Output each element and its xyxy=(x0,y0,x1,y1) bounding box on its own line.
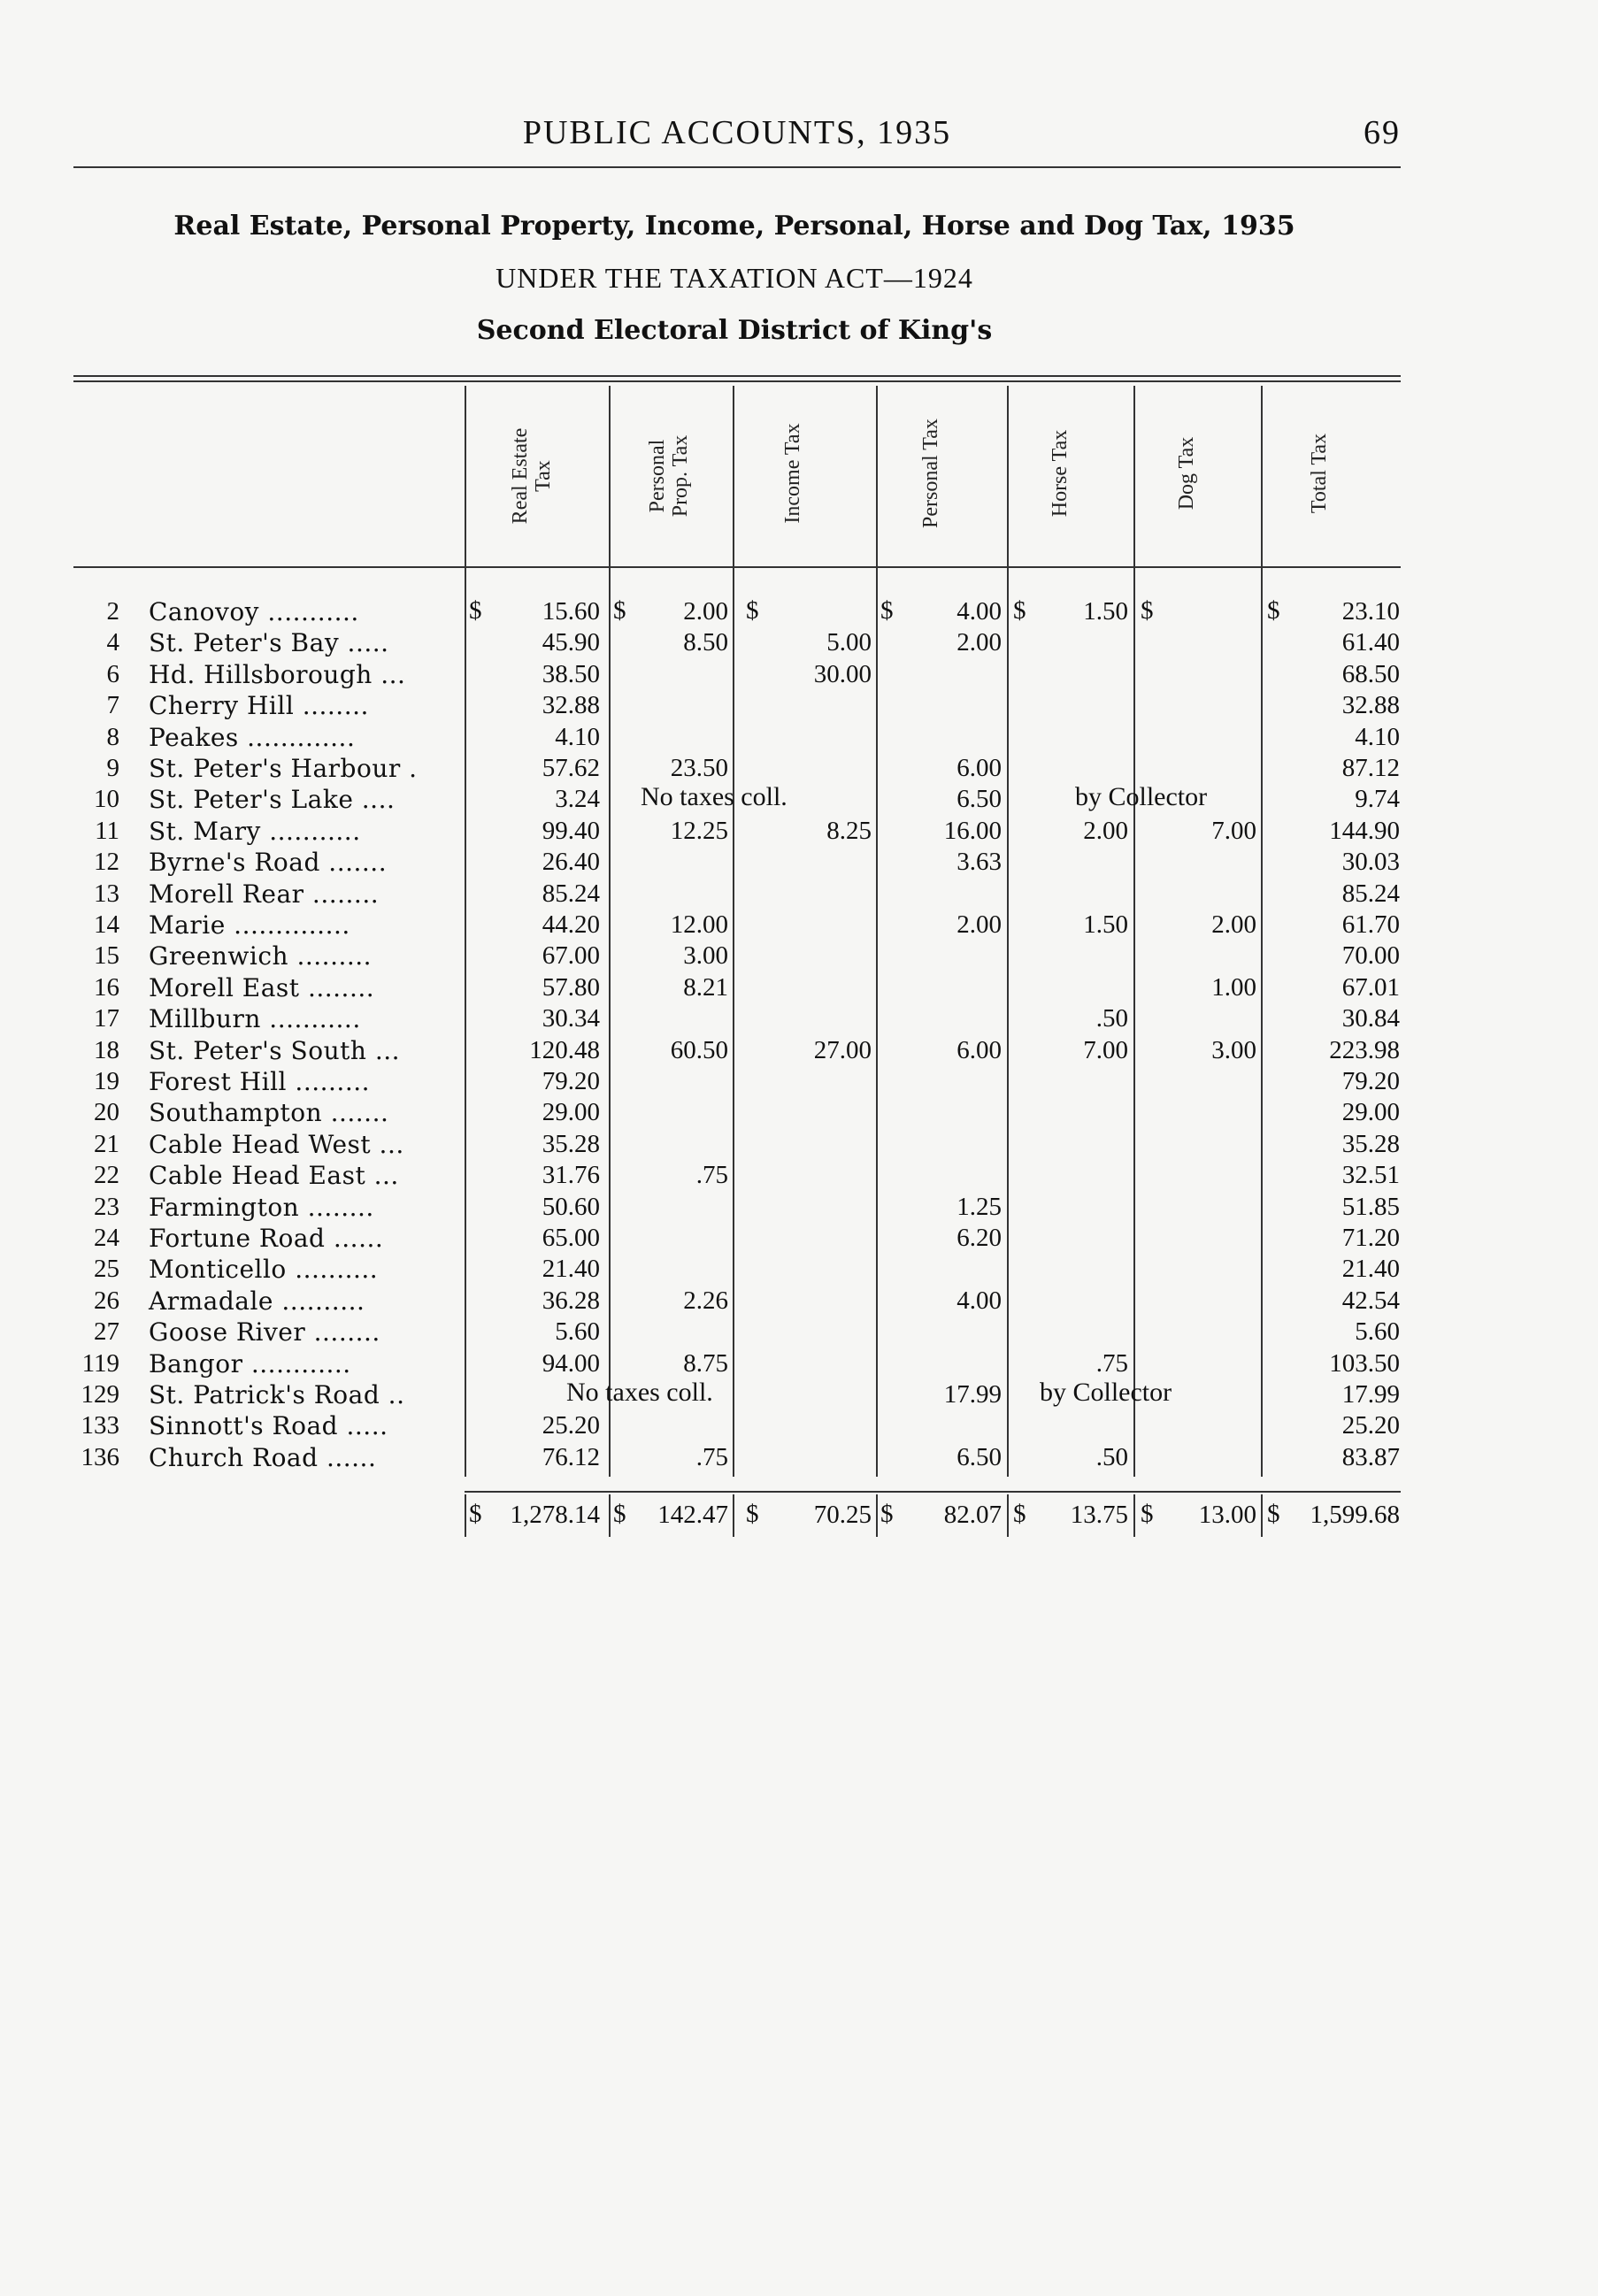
total-pp: 142.47 xyxy=(657,1501,728,1530)
row-name: Cable Head East ... xyxy=(149,1161,399,1191)
note-no-taxes: No taxes coll. xyxy=(641,782,787,812)
cell-re: 94.00 xyxy=(542,1348,600,1378)
cell-horse: .50 xyxy=(1095,1442,1128,1471)
row-number: 9 xyxy=(106,754,119,782)
cell-re: 44.20 xyxy=(542,910,600,939)
cell-horse: 7.00 xyxy=(1083,1035,1128,1064)
district-subtitle: Second Electoral District of King's xyxy=(476,315,993,346)
cell-pers: 6.50 xyxy=(956,1442,1002,1471)
cell-re: 65.00 xyxy=(542,1224,600,1252)
cell-total: 68.50 xyxy=(1341,659,1400,688)
total-inc: 70.25 xyxy=(813,1501,872,1530)
row-name: Peakes ............. xyxy=(149,722,356,752)
cell-pers: 6.00 xyxy=(956,1035,1002,1064)
row-name: Sinnott's Road ..... xyxy=(149,1411,388,1441)
total-total: 1,599.68 xyxy=(1310,1501,1400,1530)
table-top-rule xyxy=(73,375,1401,377)
table-header-rule xyxy=(73,566,1401,568)
row-name: Forest Hill ......... xyxy=(149,1067,371,1096)
running-title: PUBLIC ACCOUNTS, 1935 xyxy=(522,114,952,151)
row-number: 136 xyxy=(81,1442,119,1471)
dollar-sign: $ xyxy=(613,1500,626,1529)
total-pers: 82.07 xyxy=(943,1501,1002,1530)
column-header-dog: Dog Tax xyxy=(1175,436,1198,511)
cell-inc: 8.25 xyxy=(826,816,872,845)
row-name: Millburn ........... xyxy=(149,1004,361,1034)
dollar-sign: $ xyxy=(613,596,626,625)
cell-pers: 3.63 xyxy=(956,848,1002,877)
column-header-inc: Income Tax xyxy=(781,423,804,524)
row-name: St. Peter's Lake .... xyxy=(149,785,396,815)
row-name: Bangor ............ xyxy=(149,1348,351,1378)
cell-re: 79.20 xyxy=(542,1067,600,1095)
cell-total: 85.24 xyxy=(1341,879,1400,908)
cell-inc: 30.00 xyxy=(813,659,872,688)
dollar-sign: $ xyxy=(1267,1500,1280,1529)
row-name: Farmington ........ xyxy=(149,1192,374,1222)
cell-pers: 6.50 xyxy=(956,785,1002,814)
row-name: Goose River ........ xyxy=(149,1317,380,1348)
row-number: 26 xyxy=(94,1286,119,1315)
cell-total: 83.87 xyxy=(1341,1442,1400,1471)
row-name: Cherry Hill ........ xyxy=(149,691,369,721)
dollar-sign: $ xyxy=(1141,1500,1154,1529)
row-number: 16 xyxy=(94,972,119,1002)
cell-pp: 8.75 xyxy=(683,1348,728,1378)
cell-horse: 2.00 xyxy=(1083,816,1128,845)
running-head xyxy=(73,113,1401,157)
dollar-sign: $ xyxy=(880,596,894,625)
cell-pp: 23.50 xyxy=(670,754,728,782)
cell-total: 71.20 xyxy=(1341,1224,1400,1252)
note-no-taxes: No taxes coll. xyxy=(566,1378,713,1407)
cell-re: 120.48 xyxy=(529,1035,600,1064)
cell-re: 36.28 xyxy=(542,1286,600,1315)
row-number: 23 xyxy=(94,1192,119,1221)
cell-re: 32.88 xyxy=(542,691,600,720)
note-by-collector: by Collector xyxy=(1040,1378,1172,1407)
cell-re: 67.00 xyxy=(542,941,600,971)
act-subtitle: UNDER THE TAXATION ACT—1924 xyxy=(496,262,973,294)
row-number: 133 xyxy=(81,1411,119,1440)
row-name: St. Mary ........... xyxy=(149,816,361,846)
cell-inc: 5.00 xyxy=(826,628,872,657)
row-name: Church Road ...... xyxy=(149,1442,377,1472)
row-name: Fortune Road ...... xyxy=(149,1224,384,1253)
cell-total: 67.01 xyxy=(1341,972,1400,1002)
cell-re: 35.28 xyxy=(542,1129,600,1158)
header-rule xyxy=(73,166,1401,168)
dollar-sign: $ xyxy=(746,596,759,625)
cell-total: 21.40 xyxy=(1341,1255,1400,1284)
row-name: Monticello .......... xyxy=(149,1255,379,1285)
cell-pers: 4.00 xyxy=(956,597,1002,626)
dollar-sign: $ xyxy=(469,1500,482,1529)
row-number: 18 xyxy=(94,1035,119,1064)
cell-re: 31.76 xyxy=(542,1161,600,1190)
cell-pp: 2.26 xyxy=(683,1286,728,1315)
cell-re: 3.24 xyxy=(555,785,600,814)
cell-pp: 12.25 xyxy=(670,816,728,845)
cell-pers: 1.25 xyxy=(956,1192,1002,1221)
cell-total: 61.70 xyxy=(1341,910,1400,939)
column-header-pers: Personal Tax xyxy=(919,419,942,528)
cell-re: 99.40 xyxy=(542,816,600,845)
dollar-sign: $ xyxy=(1267,596,1280,625)
cell-total: 9.74 xyxy=(1355,785,1400,814)
cell-total: 87.12 xyxy=(1341,754,1400,782)
row-name: Morell Rear ........ xyxy=(149,879,380,909)
dollar-sign: $ xyxy=(880,1500,894,1529)
cell-pp: 8.21 xyxy=(683,972,728,1002)
cell-re: 76.12 xyxy=(542,1442,600,1471)
cell-total: 30.03 xyxy=(1341,848,1400,877)
row-name: St. Peter's South ... xyxy=(149,1035,401,1065)
dollar-sign: $ xyxy=(746,1500,759,1529)
cell-re: 4.10 xyxy=(555,722,600,751)
cell-total: 79.20 xyxy=(1341,1067,1400,1095)
cell-re: 85.24 xyxy=(542,879,600,908)
cell-re: 45.90 xyxy=(542,628,600,657)
cell-pp: .75 xyxy=(695,1442,728,1471)
row-number: 14 xyxy=(94,910,119,939)
row-number: 11 xyxy=(95,816,119,845)
total-dog: 13.00 xyxy=(1198,1501,1256,1530)
cell-total: 42.54 xyxy=(1341,1286,1400,1315)
cell-pers: 2.00 xyxy=(956,910,1002,939)
row-number: 22 xyxy=(94,1161,119,1190)
cell-pers: 6.00 xyxy=(956,754,1002,782)
cell-re: 21.40 xyxy=(542,1255,600,1284)
cell-pp: 12.00 xyxy=(670,910,728,939)
dollar-sign: $ xyxy=(469,596,482,625)
cell-total: 32.51 xyxy=(1341,1161,1400,1190)
cell-re: 50.60 xyxy=(542,1192,600,1221)
row-name: Hd. Hillsborough ... xyxy=(149,659,406,689)
cell-total: 144.90 xyxy=(1329,816,1400,845)
column-header-total: Total Tax xyxy=(1308,433,1331,514)
cell-re: 29.00 xyxy=(542,1098,600,1127)
row-number: 27 xyxy=(94,1317,119,1347)
cell-total: 35.28 xyxy=(1341,1129,1400,1158)
cell-horse: 1.50 xyxy=(1083,910,1128,939)
row-name: Greenwich ......... xyxy=(149,941,373,971)
cell-pp: 2.00 xyxy=(683,597,728,626)
cell-pers: 4.00 xyxy=(956,1286,1002,1315)
cell-horse: 1.50 xyxy=(1083,597,1128,626)
cell-total: 70.00 xyxy=(1341,941,1400,971)
cell-pers: 17.99 xyxy=(943,1380,1002,1409)
row-number: 13 xyxy=(94,879,119,908)
row-number: 2 xyxy=(106,597,119,626)
row-number: 20 xyxy=(94,1098,119,1127)
row-name: Armadale .......... xyxy=(149,1286,365,1316)
row-number: 4 xyxy=(106,628,119,657)
note-by-collector: by Collector xyxy=(1075,782,1208,812)
table-top-rule-2 xyxy=(73,380,1401,382)
row-name: Morell East ........ xyxy=(149,972,375,1002)
cell-horse: .50 xyxy=(1095,1004,1128,1033)
row-name: Canovoy ........... xyxy=(149,597,359,626)
cell-horse: .75 xyxy=(1095,1348,1128,1378)
row-number: 17 xyxy=(94,1004,119,1033)
cell-total: 17.99 xyxy=(1341,1380,1400,1409)
cell-dog: 2.00 xyxy=(1211,910,1256,939)
row-name: Marie .............. xyxy=(149,910,350,940)
cell-pers: 6.20 xyxy=(956,1224,1002,1252)
cell-re: 5.60 xyxy=(555,1317,600,1347)
cell-re: 15.60 xyxy=(542,597,600,626)
cell-re: 57.80 xyxy=(542,972,600,1002)
cell-total: 61.40 xyxy=(1341,628,1400,657)
cell-re: 30.34 xyxy=(542,1004,600,1033)
row-name: St. Peter's Harbour . xyxy=(149,754,418,783)
cell-re: 26.40 xyxy=(542,848,600,877)
cell-re: 38.50 xyxy=(542,659,600,688)
total-re: 1,278.14 xyxy=(510,1501,600,1530)
table-title: Real Estate, Personal Property, Income, Personal, Horse and Dog Tax, 1935 xyxy=(173,211,1295,242)
column-header-re: Real Estate Tax xyxy=(509,427,555,525)
cell-total: 5.60 xyxy=(1355,1317,1400,1347)
cell-total: 30.84 xyxy=(1341,1004,1400,1033)
cell-total: 25.20 xyxy=(1341,1411,1400,1440)
cell-dog: 7.00 xyxy=(1211,816,1256,845)
cell-dog: 3.00 xyxy=(1211,1035,1256,1064)
cell-total: 223.98 xyxy=(1329,1035,1400,1064)
cell-total: 103.50 xyxy=(1329,1348,1400,1378)
column-rule xyxy=(733,386,734,1477)
cell-total: 29.00 xyxy=(1341,1098,1400,1127)
cell-re: 57.62 xyxy=(542,754,600,782)
dollar-sign: $ xyxy=(1013,596,1026,625)
row-name: Southampton ....... xyxy=(149,1098,389,1128)
cell-total: 51.85 xyxy=(1341,1192,1400,1221)
row-number: 21 xyxy=(94,1129,119,1158)
row-number: 15 xyxy=(94,941,119,971)
cell-total: 32.88 xyxy=(1341,691,1400,720)
column-header-pp: Personal Prop. Tax xyxy=(646,434,692,518)
dollar-sign: $ xyxy=(1141,596,1154,625)
dollar-sign: $ xyxy=(1013,1500,1026,1529)
cell-inc: 27.00 xyxy=(813,1035,872,1064)
cell-total: 23.10 xyxy=(1341,597,1400,626)
row-name: Byrne's Road ....... xyxy=(149,848,388,878)
row-number: 119 xyxy=(81,1348,119,1378)
cell-dog: 1.00 xyxy=(1211,972,1256,1002)
cell-pers: 2.00 xyxy=(956,628,1002,657)
row-number: 12 xyxy=(94,848,119,877)
cell-pp: .75 xyxy=(695,1161,728,1190)
row-name: Cable Head West ... xyxy=(149,1129,404,1159)
cell-re: 25.20 xyxy=(542,1411,600,1440)
row-number: 10 xyxy=(94,785,119,814)
row-number: 19 xyxy=(94,1067,119,1095)
row-name: St. Patrick's Road .. xyxy=(149,1380,405,1409)
cell-pers: 16.00 xyxy=(943,816,1002,845)
page-number: 69 xyxy=(1364,114,1401,151)
column-header-horse: Horse Tax xyxy=(1049,429,1072,518)
cell-pp: 8.50 xyxy=(683,628,728,657)
total-horse: 13.75 xyxy=(1070,1501,1128,1530)
row-number: 129 xyxy=(81,1380,119,1409)
cell-pp: 3.00 xyxy=(683,941,728,971)
totals-rule xyxy=(465,1491,1401,1493)
row-number: 6 xyxy=(106,659,119,688)
row-number: 25 xyxy=(94,1255,119,1284)
cell-total: 4.10 xyxy=(1355,722,1400,751)
cell-pp: 60.50 xyxy=(670,1035,728,1064)
row-number: 7 xyxy=(106,691,119,720)
row-number: 24 xyxy=(94,1224,119,1252)
row-number: 8 xyxy=(106,722,119,751)
row-name: St. Peter's Bay ..... xyxy=(149,628,389,658)
